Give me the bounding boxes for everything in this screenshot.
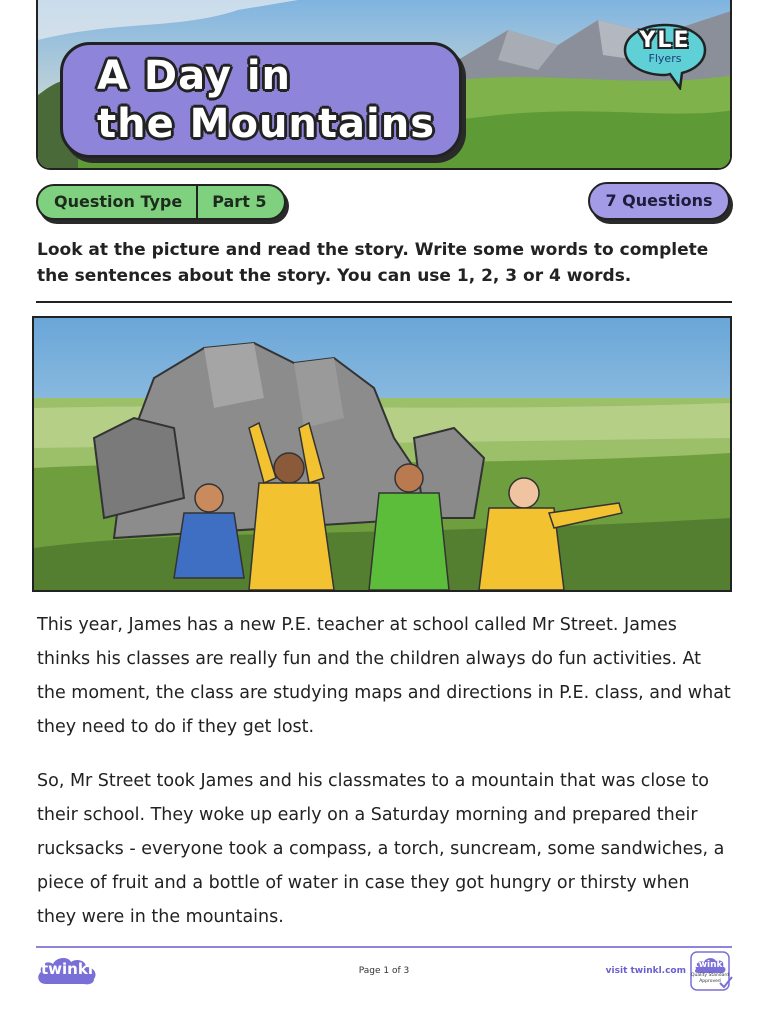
twinkl-logo: [36, 954, 98, 988]
questions-count-pill: 7 Questions: [588, 182, 730, 220]
footer-divider: [36, 946, 732, 948]
badge-top-text: twinkl: [694, 960, 726, 970]
page-title-line2: the Mountains: [97, 101, 435, 147]
story-picture: [32, 316, 732, 592]
page-title-line1: A Day in: [97, 53, 292, 99]
flyers-label: Flyers: [648, 52, 682, 65]
yle-flyers-badge: [622, 22, 708, 90]
page-number: Page 1 of 3: [358, 966, 410, 976]
story-paragraph-2: So, Mr Street took James and his classmates to a mountain that was close to their school. They woke up early on a Saturday morning and prepared their rucksacks - everyone took a compass, a torch, suncream, some sandwiches, a piece of fruit and a bottle of water in case they got hungry or thirsty when they were in the mountains.: [37, 771, 725, 927]
logo-text: twinkl: [41, 960, 93, 978]
children-hiking-illustration: [34, 318, 730, 590]
instructions-text: Look at the picture and read the story. Write some words to complete the sentences about the story. You can use 1, 2, 3 or 4 words.: [37, 240, 709, 286]
story-paragraph-1: This year, James has a new P.E. teacher at school called Mr Street. James thinks his classes are really fun and the children always do fun activities. At the moment, the class are studying maps and directions in P.E. class, and what they need to do if they get lost.: [37, 615, 731, 737]
title-box: [60, 42, 462, 158]
badge-bottom-text: Quality Standard Approved: [691, 973, 729, 984]
question-type-pill: [36, 184, 286, 220]
divider: [36, 301, 732, 303]
quality-standard-badge: [690, 951, 734, 991]
question-type-value: Part 5: [212, 192, 267, 211]
visit-link[interactable]: visit twinkl.com: [605, 966, 686, 976]
yle-label: YLE: [639, 28, 691, 53]
question-type-label: Question Type: [38, 186, 198, 218]
badge-icon: [690, 951, 734, 991]
